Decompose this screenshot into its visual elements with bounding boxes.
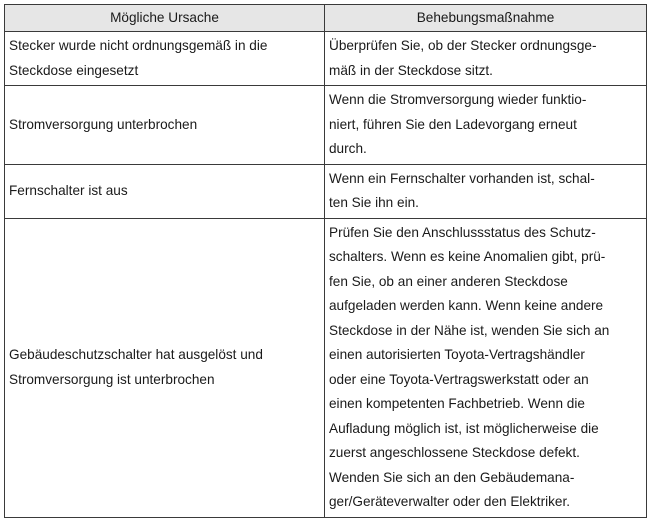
remedy-line: Überprüfen Sie, ob der Stecker ordnungsge- (329, 38, 597, 53)
remedy-line: Wenden Sie sich an den Gebäudemana- (329, 469, 575, 485)
table-row (5, 32, 647, 86)
remedy-line: Wenn die Stromversorgung wieder funktio- (329, 92, 587, 107)
cause-line: Gebäudeschutzschalter hat ausgelöst und (9, 347, 263, 362)
table-row (5, 218, 647, 517)
remedy-line: Steckdose in der Nähe ist, wenden Sie sich an (329, 322, 610, 338)
remedy-line: einen kompetenten Fachbetrieb. Wenn die (329, 396, 585, 411)
cause-line: Stromversorgung unterbrochen (9, 116, 198, 132)
cause-cell (5, 32, 325, 86)
cause-cell (5, 86, 325, 165)
cause-line: Fernschalter ist aus (9, 182, 128, 198)
troubleshooting-table (4, 4, 647, 518)
remedy-cell (325, 164, 647, 218)
cause-cell (5, 164, 325, 218)
remedy-line: ger/Geräteverwalter oder den Elektriker. (329, 494, 571, 509)
cause-line: Stromversorgung ist unterbrochen (9, 371, 215, 387)
table-row (5, 86, 647, 165)
table-row (5, 164, 647, 218)
table-header-row (5, 5, 647, 32)
remedy-cell (325, 86, 647, 165)
remedy-line: niert, führen Sie den Ladevorgang erneut (329, 116, 577, 132)
remedy-line: zuerst angeschlossene Steckdose defekt. (329, 445, 580, 460)
remedy-line: aufgeladen werden kann. Wenn keine andere (329, 298, 604, 313)
remedy-line: fen Sie, ob an einer anderen Steckdose (329, 273, 568, 289)
remedy-line: mäß in der Steckdose sitzt. (329, 62, 493, 78)
remedy-line: Wenn ein Fernschalter vorhanden ist, schal- (329, 170, 595, 186)
remedy-cell (325, 32, 647, 86)
remedy-line: schalters. Wenn es keine Anomalien gibt, prü- (329, 249, 606, 264)
cause-cell (5, 218, 325, 517)
column-header-remedy: Behebungsmaßnahme (325, 5, 647, 32)
remedy-line: ten Sie ihn ein. (329, 195, 419, 210)
remedy-line: Prüfen Sie den Anschlussstatus des Schutz- (329, 224, 596, 240)
remedy-line: durch. (329, 141, 367, 156)
remedy-cell (325, 218, 647, 517)
column-header-cause: Mögliche Ursache (5, 5, 325, 32)
remedy-line: einen autorisierten Toyota-Vertragshändler (329, 347, 585, 362)
remedy-line: oder eine Toyota-Vertragswerkstatt oder an (329, 371, 589, 387)
cause-line: Steckdose eingesetzt (9, 62, 139, 78)
remedy-line: Aufladung möglich ist, ist möglicherweise die (329, 420, 599, 436)
cause-line: Stecker wurde nicht ordnungsgemäß in die (9, 38, 268, 53)
